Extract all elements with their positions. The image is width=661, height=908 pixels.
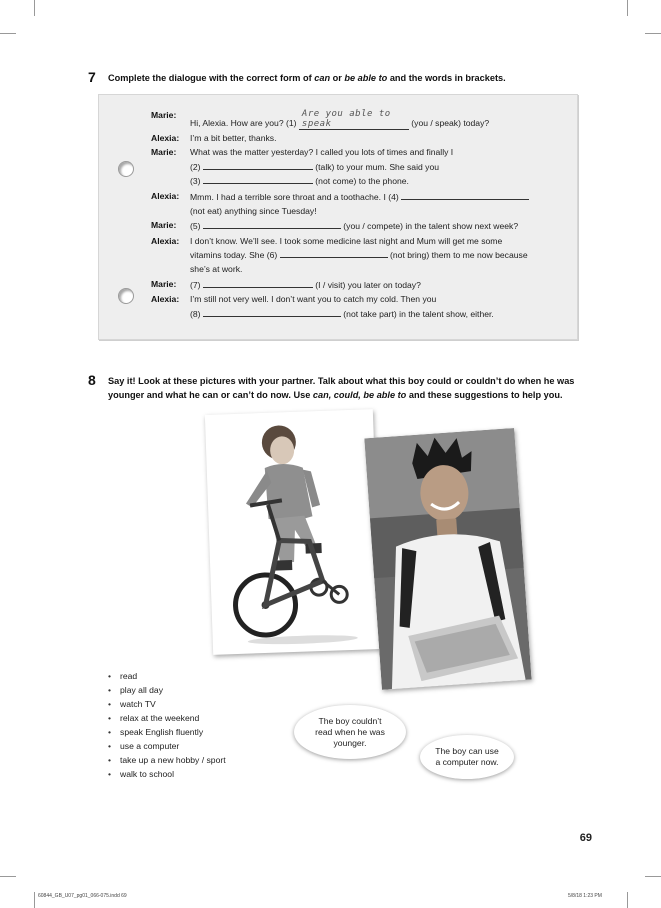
print-slug-date: 5/8/18 1:23 PM (568, 893, 602, 899)
answer-blank[interactable] (203, 219, 341, 229)
text: vitamins today. She (6) (190, 250, 278, 261)
line-text (190, 235, 571, 277)
list-item: • read (108, 669, 226, 683)
exercise-8-instruction (108, 374, 598, 402)
list-item: • take up a new hobby / sport (108, 753, 226, 767)
bubble-text (315, 716, 385, 749)
dialogue-line (151, 190, 571, 218)
binder-hole (118, 161, 134, 177)
list-item: • relax at the weekend (108, 711, 226, 725)
crop-mark (645, 876, 661, 877)
instruction-text: or (330, 73, 345, 83)
speaker: Marie: (151, 220, 177, 231)
speech-bubble-past (294, 705, 406, 759)
instruction-text: Say it! Look at these pictures with your partner. Talk about what this boy could or couldn’t do when he was (108, 376, 575, 386)
dialogue-line (151, 293, 571, 321)
instruction-text: and these suggestions to help you. (406, 390, 563, 400)
bubble-text (435, 746, 499, 768)
crop-mark (645, 33, 661, 34)
dialogue-line (151, 146, 571, 189)
speech-bubble-present (420, 735, 514, 779)
text: (not eat) anything since Tuesday! (190, 205, 317, 216)
text: (not take part) in the talent show, either. (343, 308, 494, 319)
exercise-7-instruction (108, 71, 506, 85)
answer-blank[interactable] (280, 248, 388, 258)
speaker: Marie: (151, 278, 177, 289)
crop-mark (0, 876, 16, 877)
instruction-text: younger and what he can or can’t do now. Use (108, 390, 313, 400)
boy-on-bicycle-illustration (205, 409, 381, 655)
list-item: • speak English fluently (108, 725, 226, 739)
speaker: Alexia: (151, 294, 180, 305)
answer-blank[interactable] (203, 160, 313, 170)
photo-young-boy-bicycle (205, 409, 381, 655)
instruction-text: Complete the dialogue with the correct form of (108, 73, 315, 83)
text: Mmm. I had a terrible sore throat and a toothache. I (4) (190, 191, 399, 202)
example-answer: Are you able to speak (299, 109, 409, 130)
line-text (190, 293, 571, 321)
crop-mark (627, 892, 628, 908)
suggestions-list (108, 669, 226, 781)
answer-blank[interactable] (203, 307, 341, 317)
dialogue-line (151, 278, 571, 293)
crop-mark (627, 0, 628, 16)
list-item: • watch TV (108, 697, 226, 711)
dialogue (151, 109, 571, 322)
text: (8) (190, 308, 201, 319)
list-item: • play all day (108, 683, 226, 697)
instruction-italic: can, could, be able to (312, 390, 407, 400)
list-item: • use a computer (108, 739, 226, 753)
crop-mark (34, 892, 35, 908)
answer-blank[interactable] (401, 190, 529, 200)
speaker: Alexia: (151, 190, 180, 201)
exercise-7-number: 7 (88, 69, 96, 85)
answer-blank[interactable] (203, 278, 313, 288)
speaker: Marie: (151, 147, 177, 158)
line-text (190, 278, 571, 293)
instruction-italic: can (314, 73, 331, 83)
line-text (190, 109, 571, 131)
text: (talk) to your mum. She said you (315, 161, 439, 172)
teenager-laptop-illustration (364, 428, 531, 690)
dialogue-line (151, 109, 571, 131)
text: she’s at work. (190, 263, 243, 274)
text: I don’t know. We’ll see. I took some medicine last night and Mum will get me some (190, 235, 503, 246)
dialogue-line (151, 219, 571, 234)
page-number: 69 (579, 832, 592, 844)
line-text: I’m a bit better, thanks. (190, 132, 277, 143)
text: (2) (190, 161, 201, 172)
text: (7) (190, 279, 201, 290)
text: (not bring) them to me now because (390, 250, 528, 261)
print-slug-file: 60844_GB_U07_pg01_066-075.indd 69 (38, 893, 127, 899)
text: (5) (190, 221, 201, 232)
binder-hole (118, 288, 134, 304)
list-item: • walk to school (108, 767, 226, 781)
bubble-line: younger. (333, 737, 367, 748)
text: (I / visit) you later on today? (315, 279, 421, 290)
bubble-line: read when he was (315, 726, 385, 737)
line-text (190, 219, 571, 234)
bubble-line: The boy couldn’t (318, 715, 382, 726)
answer-blank[interactable] (203, 174, 313, 184)
instruction-italic: be able to (344, 73, 388, 83)
line-text (190, 146, 571, 189)
text: (you / compete) in the talent show next week? (343, 221, 519, 232)
text: (you / speak) today? (411, 118, 490, 128)
dialogue-line (151, 235, 571, 277)
photo-teenager-laptop (364, 428, 531, 690)
text: Hi, Alexia. How are you? (1) (190, 118, 297, 128)
exercise-8-number: 8 (88, 372, 96, 388)
text: What was the matter yesterday? I called you lots of times and finally I (190, 147, 454, 158)
text: (not come) to the phone. (315, 176, 409, 187)
dialogue-line (151, 132, 571, 146)
speaker: Marie: (151, 110, 177, 120)
bubble-line: a computer now. (435, 757, 499, 767)
line-text (190, 190, 571, 218)
speaker: Alexia: (151, 235, 180, 246)
crop-mark (0, 33, 16, 34)
bubble-line: The boy can use (435, 746, 499, 756)
text: I’m still not very well. I don’t want you to catch my cold. Then you (190, 294, 437, 305)
instruction-text: and the words in brackets. (387, 73, 506, 83)
crop-mark (34, 0, 35, 16)
speaker: Alexia: (151, 132, 180, 143)
text: (3) (190, 176, 201, 187)
